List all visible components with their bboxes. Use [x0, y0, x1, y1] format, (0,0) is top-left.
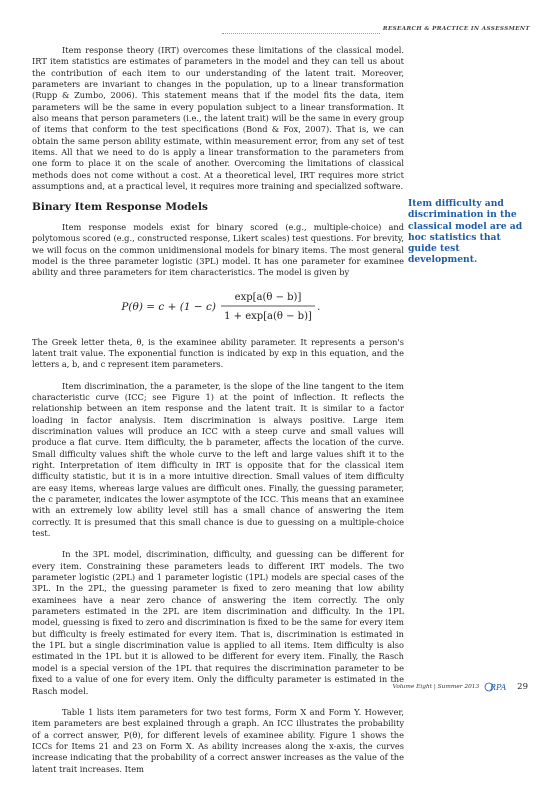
equation-3pl-svg: [32, 285, 404, 327]
equation-3pl: [32, 285, 404, 327]
sidebar-callout: Item difficulty and discrimination in the classical model are ad hoc statistics that guide test development.: [408, 198, 523, 266]
svg-text:RPA: RPA: [490, 683, 507, 692]
section-heading-binary-models: Binary Item Response Models: [32, 201, 208, 214]
issue-label: Volume Eight | Summer 2013: [392, 684, 480, 690]
page-number: 29: [517, 682, 528, 692]
article-body: [32, 45, 404, 785]
equation-numerator: exp[a(θ − b)]: [234, 291, 302, 303]
paragraph-discrimination: Item discrimination, the a parameter, is the slope of the line tangent to the item characteristic curve (ICC; see Figure 1) at the point of inflection. It reflects the relationship between an item response and the latent trait. It is similar to a factor loading in factor analysis. Item discrimination is always positive. Large item discrimination values will produce an ICC with a steep curve and small values will produce a flat curve. Item difficulty, the b parameter, affects the location of the curve. Small difficulty values shift the whole curve to the left and large values shift it to the right. Interpretation of item difficulty in IRT is opposite that for the classical item difficulty statistic, but it is in a more intuitive direction. Small values of item difficulty are easy items, whereas large values are difficult ones. Finally, the guessing parameter, the c parameter, indicates the lower asymptote of the ICC. This means that an examinee with an extremely low ability level still has a small chance of answering the item correctly. It is presumed that this small chance is due to guessing on a multiple-choice test.: [32, 380, 404, 539]
paragraph-3pl-models: In the 3PL model, discrimination, difficulty, and guessing can be different for every item. Constraining these parameters leads to different IRT models. The two parameter logistic (2PL) and 1 parameter logistic (1PL) models are special cases of the 3PL. In the 2PL, the guessing parameter is fixed to zero meaning that low ability examinees have a near zero chance of answering the item correctly. The only parameters estimated in the 2PL are item discrimination and difficulty. In the 1PL model, guessing is fixed to zero and discrimination is fixed to be the same for every item but difficulty is freely estimated for every item. That is, discrimination is estimated in the 1PL but a single discrimination value is applied to all items. Item difficulty is also estimated in the 1PL but it is allowed to be different for every item. Finally, the Rasch model is a special version of the 1PL that requires the discrimination parameter to be fixed to a value of one for every item. Only the difficulty parameter is estimated in the Rasch model.: [32, 549, 404, 696]
paragraph-binary-models: Item response models exist for binary scored (e.g., multiple-choice) and polytomous scored (e.g., constructed response, Likert scales) test questions. For brevity, we will focus on the common unidimensional models for binary items. The most general model is the three parameter logistic (3PL) model. It has one parameter for examinee ability and three parameters for item characteristics. The model is given by: [32, 221, 404, 278]
rpa-logo-icon: [485, 680, 507, 694]
paragraph-theta: The Greek letter theta, θ, is the examinee ability parameter. It represents a person's latent trait value. The exponential function is indicated by exp in this equation, and the letters a, b, and c represent item parameters.: [32, 336, 404, 370]
equation-lhs: P(θ) = c + (1 − c): [121, 300, 216, 313]
page-footer: [393, 677, 528, 697]
header-dotted-rule: [222, 33, 380, 34]
equation-period: .: [317, 300, 321, 313]
equation-denominator: 1 + exp[a(θ − b)]: [224, 310, 312, 322]
paragraph-table1: Table 1 lists item parameters for two test forms, Form X and Form Y. However, item parameters are best explained through a graph. An ICC illustrates the probability of a correct answer, P(θ), for different levels of examinee ability. Figure 1 shows the ICCs for Items 21 and 23 on Form X. As ability increases along the x-axis, the curves increase indicating that the probability of a correct answer increases as the value of the latent trait increases. Item: [32, 706, 404, 774]
running-header: [222, 26, 530, 38]
paragraph-irt-intro: Item response theory (IRT) overcomes these limitations of the classical model. IRT item statistics are estimates of parameters in the model and they can tell us about the contribution of each item to our understanding of the latent trait. Moreover, parameters are invariant to changes in the population, up to a linear transformation (Rupp & Zumbo, 2006). This statement means that if the model fits the data, item parameters will be the same in every population subject to a linear transformation. It also means that person parameters (i.e., the latent trait) will be the same in every group of items that conform to the test specifications (Bond & Fox, 2007). That is, we can obtain the same person ability estimate, within measurement error, from any set of test items. All that we need to do is apply a linear transformation to the parameters from one form to place it on the scale of another. Overcoming the limitations of classical methods does not come without a cost. At a theoretical level, IRT requires more strict assumptions and, at a practical level, it requires more training and specialized software.: [32, 45, 404, 192]
running-title: RESEARCH & PRACTICE IN ASSESSMENT: [382, 26, 530, 32]
